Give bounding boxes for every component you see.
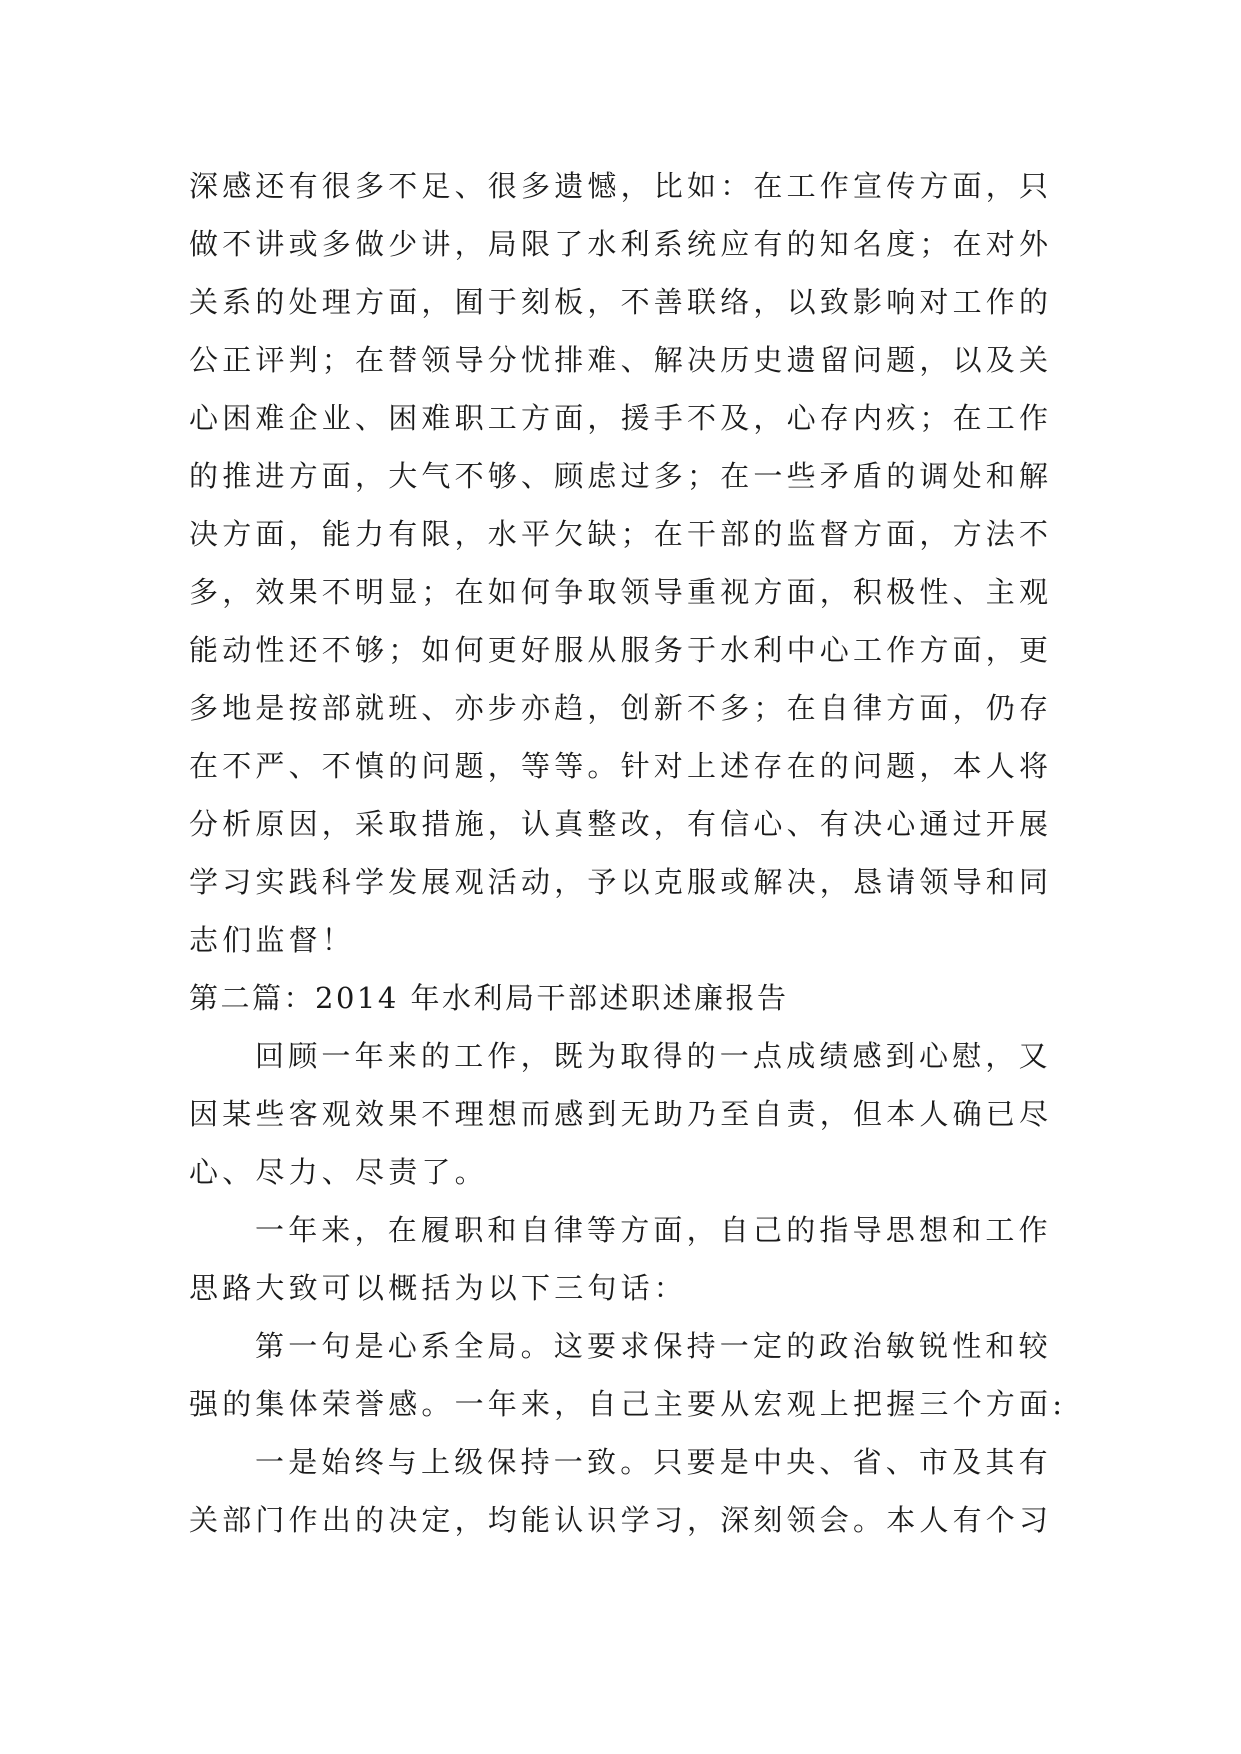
text-line: 分析原因，采取措施，认真整改，有信心、有决心通过开展 bbox=[189, 807, 1053, 841]
text-line: 深感还有很多不足、很多遗憾，比如：在工作宣传方面，只 bbox=[189, 169, 1053, 203]
paragraph-start-line: 一是始终与上级保持一致。只要是中央、省、市及其有 bbox=[255, 1445, 1052, 1479]
text-line: 志们监督！ bbox=[189, 923, 356, 957]
paragraph-start-line: 一年来，在履职和自律等方面，自己的指导思想和工作 bbox=[255, 1213, 1052, 1247]
text-line: 因某些客观效果不理想而感到无助乃至自责，但本人确已尽 bbox=[189, 1097, 1053, 1131]
text-line: 关系的处理方面，囿于刻板，不善联络，以致影响对工作的 bbox=[189, 285, 1053, 319]
text-line: 强的集体荣誉感。一年来，自己主要从宏观上把握三个方面: bbox=[189, 1387, 1067, 1421]
document-body bbox=[189, 157, 1067, 1549]
section-heading: 第二篇：2014 年水利局干部述职述廉报告 bbox=[189, 981, 789, 1015]
text-line: 关部门作出的决定，均能认识学习，深刻领会。本人有个习 bbox=[189, 1503, 1053, 1537]
paragraph-start-line: 回顾一年来的工作，既为取得的一点成绩感到心慰，又 bbox=[255, 1039, 1052, 1073]
text-line: 在不严、不慎的问题，等等。针对上述存在的问题，本人将 bbox=[189, 749, 1053, 783]
text-line: 学习实践科学发展观活动，予以克服或解决，恳请领导和同 bbox=[189, 865, 1053, 899]
text-line: 能动性还不够；如何更好服从服务于水利中心工作方面，更 bbox=[189, 633, 1053, 667]
text-line: 决方面，能力有限，水平欠缺；在干部的监督方面，方法不 bbox=[189, 517, 1053, 551]
text-line: 多地是按部就班、亦步亦趋，创新不多；在自律方面，仍存 bbox=[189, 691, 1053, 725]
text-line: 思路大致可以概括为以下三句话： bbox=[189, 1271, 688, 1305]
text-line: 做不讲或多做少讲，局限了水利系统应有的知名度；在对外 bbox=[189, 227, 1053, 261]
text-line: 心困难企业、困难职工方面，援手不及，心存内疚；在工作 bbox=[189, 401, 1053, 435]
text-line: 的推进方面，大气不够、顾虑过多；在一些矛盾的调处和解 bbox=[189, 459, 1053, 493]
text-line: 公正评判；在替领导分忧排难、解决历史遗留问题，以及关 bbox=[189, 343, 1053, 377]
text-line: 多，效果不明显；在如何争取领导重视方面，积极性、主观 bbox=[189, 575, 1053, 609]
text-line: 心、尽力、尽责了。 bbox=[189, 1155, 488, 1189]
paragraph-start-line: 第一句是心系全局。这要求保持一定的政治敏锐性和较 bbox=[255, 1329, 1052, 1363]
